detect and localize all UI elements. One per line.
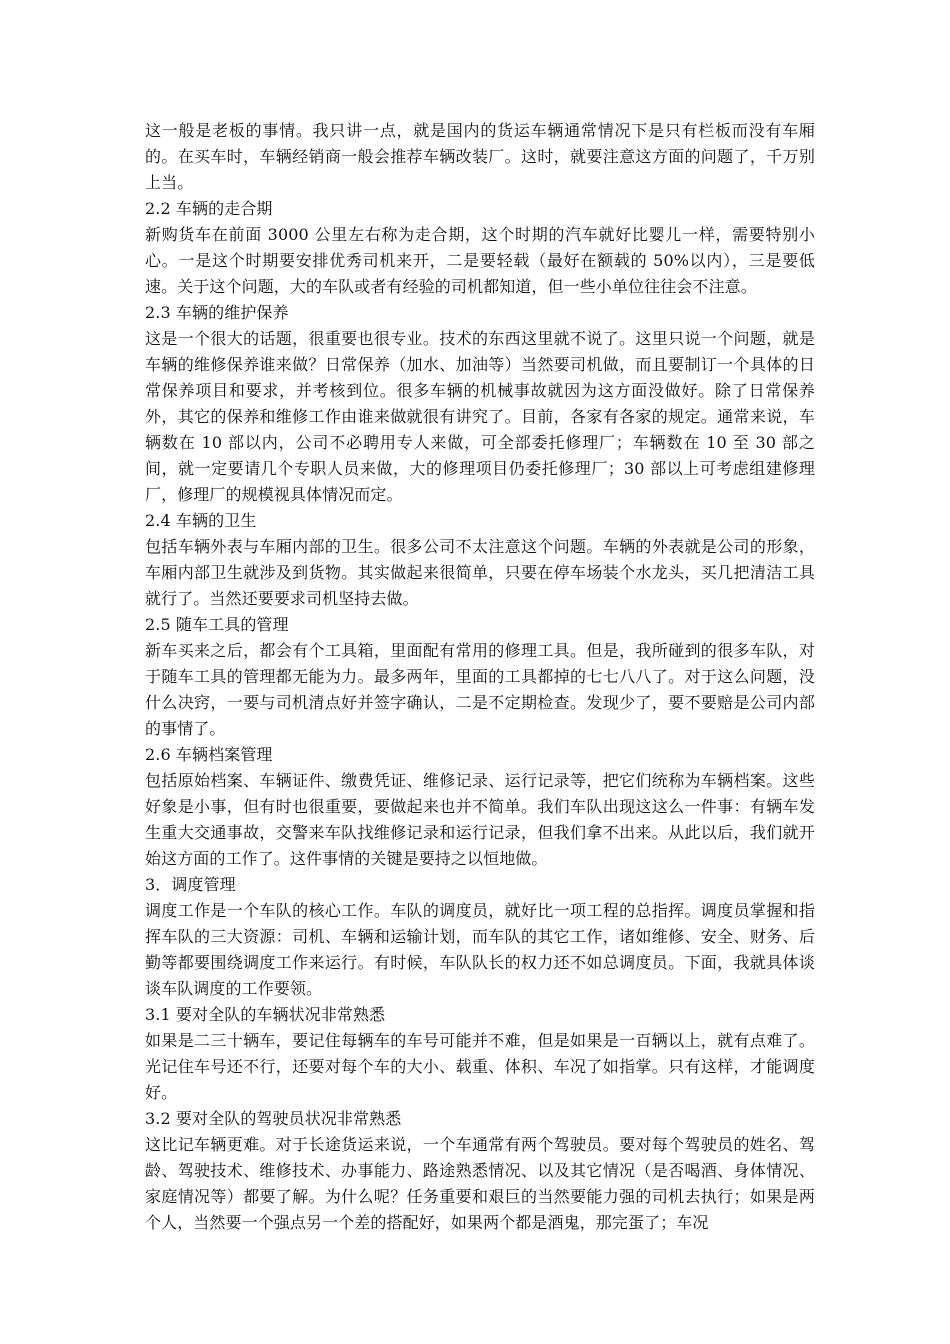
paragraph: 这一般是老板的事情。我只讲一点，就是国内的货运车辆通常情况下是只有栏板而没有车厢的。在买车时，车辆经销商一般会推荐车辆改装厂。这时，就要注意这方面的问题了，千万别上当。 bbox=[145, 121, 815, 192]
section-heading: 2.2 车辆的走合期 bbox=[145, 199, 273, 218]
paragraph: 调度工作是一个车队的核心工作。车队的调度员，就好比一项工程的总指挥。调度员掌握和指挥车队的三大资源：司机、车辆和运输计划，而车队的其它工作，诸如维修、安全、财务、后勤等都要围绕调度工作来运行。有时候，车队队长的权力还不如总调度员。下面，我就具体谈谈车队调度的工作要领。 bbox=[145, 901, 815, 998]
section-heading: 2.3 车辆的维护保养 bbox=[145, 303, 289, 322]
section-heading: 3．调度管理 bbox=[145, 875, 236, 894]
section-heading: 2.6 车辆档案管理 bbox=[145, 745, 273, 764]
paragraph: 新车买来之后，都会有个工具箱，里面配有常用的修理工具。但是，我所碰到的很多车队，对于随车工具的管理都无能为力。最多两年，里面的工具都掉的七七八八了。对于这么问题，没什么决窍，一要与司机清点好并签字确认，二是不定期检查。发现少了，要不要赔是公司内部的事情了。 bbox=[145, 641, 815, 738]
paragraph: 新购货车在前面 3000 公里左右称为走合期，这个时期的汽车就好比婴儿一样，需要特别小心。一是这个时期要安排优秀司机来开，二是要轻载（最好在额载的 50%以内），三是要低速。关于这个问题，大的车队或者有经验的司机都知道，但一些小单位往往会不注意。 bbox=[145, 225, 815, 296]
paragraph: 如果是二三十辆车，要记住每辆车的车号可能并不难，但是如果是一百辆以上，就有点难了。光记住车号还不行，还要对每个车的大小、载重、体积、车况了如指掌。只有这样，才能调度好。 bbox=[145, 1031, 815, 1102]
section-heading: 3.1 要对全队的车辆状况非常熟悉 bbox=[145, 1005, 386, 1024]
section-heading: 2.5 随车工具的管理 bbox=[145, 615, 289, 634]
paragraph: 包括车辆外表与车厢内部的卫生。很多公司不太注意这个问题。车辆的外表就是公司的形象，车厢内部卫生就涉及到货物。其实做起来很简单，只要在停车场装个水龙头，买几把清洁工具就行了。当然还要要求司机坚持去做。 bbox=[145, 537, 815, 608]
paragraph: 包括原始档案、车辆证件、缴费凭证、维修记录、运行记录等，把它们统称为车辆档案。这些好象是小事，但有时也很重要，要做起来也并不简单。我们车队出现这这么一件事：有辆车发生重大交通事故，交警来车队找维修记录和运行记录，但我们拿不出来。从此以后，我们就开始这方面的工作了。这件事情的关键是要持之以恒地做。 bbox=[145, 771, 815, 868]
document-body bbox=[145, 118, 815, 1236]
section-heading: 3.2 要对全队的驾驶员状况非常熟悉 bbox=[145, 1109, 402, 1128]
paragraph: 这比记车辆更难。对于长途货运来说，一个车通常有两个驾驶员。要对每个驾驶员的姓名、驾龄、驾驶技术、维修技术、办事能力、路途熟悉情况、以及其它情况（是否喝酒、身体情况、家庭情况等）都要了解。为什么呢？任务重要和艰巨的当然要能力强的司机去执行；如果是两个人，当然要一个强点另一个差的搭配好，如果两个都是酒鬼，那完蛋了；车况 bbox=[145, 1135, 815, 1232]
paragraph: 这是一个很大的话题，很重要也很专业。技术的东西这里就不说了。这里只说一个问题，就是车辆的维修保养谁来做？日常保养（加水、加油等）当然要司机做，而且要制订一个具体的日常保养项目和要求，并考核到位。很多车辆的机械事故就因为这方面没做好。除了日常保养外，其它的保养和维修工作由谁来做就很有讲究了。目前，各家有各家的规定。通常来说，车辆数在 10 部以内，公司不必聘用专人来做，可全部委托修理厂；车辆数在 10 至 30 部之间，就一定要请几个专职人员来做，大的修理项目仍委托修理厂；30 部以上可考虑组建修理厂，修理厂的规模视具体情况而定。 bbox=[145, 329, 815, 504]
section-heading: 2.4 车辆的卫生 bbox=[145, 511, 257, 530]
